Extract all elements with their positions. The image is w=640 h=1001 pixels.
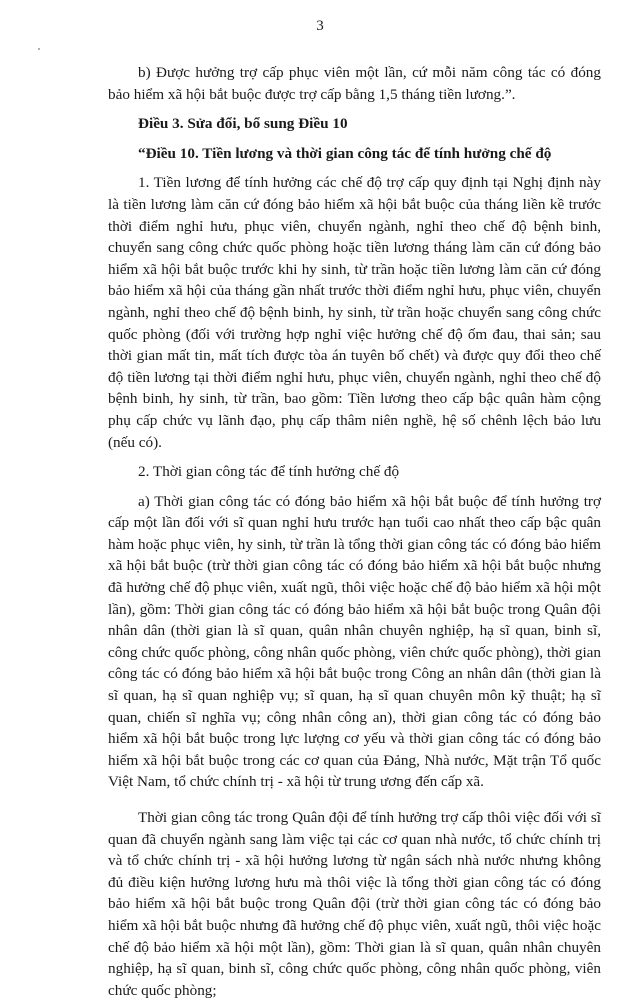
clause-2-heading: 2. Thời gian công tác để tính hưởng chế độ [138, 463, 400, 481]
clause-2a-paragraph: a) Thời gian công tác có đóng bảo hiểm xã hội bắt buộc để tính hưởng trợ cấp một lần đối với sĩ quan nghỉ hưu trước hạn tuổi cao nhất theo cấp bậc quân hàm hoặc phục viên, hy sinh, từ trần là tổng thời gian công tác có đóng bảo hiểm xã hội bắt buộc (trừ thời gian công tác có đóng bảo hiểm xã hội bắt buộc nhưng đã hưởng chế độ phục viên, xuất ngũ, thôi việc hoặc chế độ bảo hiểm xã hội một lần), gồm: Thời gian công tác có đóng bảo hiểm xã hội bắt buộc trong Quân đội nhân dân (thời gian là sĩ quan, quân nhân chuyên nghiệp, hạ sĩ quan, binh sĩ, công chức quốc phòng, công nhân quốc phòng, viên chức quốc phòng), thời gian công tác có đóng bảo hiểm xã hội bắt buộc trong Công an nhân dân (thời gian là sĩ quan, hạ sĩ quan nghiệp vụ; sĩ quan, hạ sĩ quan chuyên môn kỹ thuật; hạ sĩ quan, chiến sĩ nghĩa vụ; công nhân công an), thời gian công tác có đóng bảo hiểm xã hội bắt buộc trong lực lượng cơ yếu và thời gian công tác có đóng bảo hiểm xã hội bắt buộc trong các cơ quan của Đảng, Nhà nước, Mặt trận Tổ quốc Việt Nam, tổ chức chính trị - xã hội từ trung ương đến cấp xã. [108, 492, 601, 791]
page-number: 3 [316, 18, 324, 34]
scan-speck [38, 48, 40, 50]
paragraph-point-b: b) Được hưởng trợ cấp phục viên một lần, cứ mỗi năm công tác có đóng bảo hiểm xã hội bắt buộc được trợ cấp bằng 1,5 tháng tiền lương.”. [108, 64, 601, 103]
clause-1-paragraph: 1. Tiền lương để tính hưởng các chế độ trợ cấp quy định tại Nghị định này là tiền lương làm căn cứ đóng bảo hiểm xã hội bắt buộc của tháng liền kề trước thời điểm nghỉ hưu, phục viên, chuyển ngành, nghỉ theo chế độ bệnh binh, chuyển sang công chức quốc phòng hoặc tiền lương tháng làm căn cứ đóng bảo hiểm xã hội bắt buộc trước khi hy sinh, từ trần hoặc tiền lương làm căn cứ đóng bảo hiểm xã hội của tháng gần nhất trước thời điểm nghỉ hưu, phục viên, chuyển ngành, nghỉ theo chế độ bệnh binh, hy sinh, từ trần hoặc chuyển sang công chức quốc phòng (đối với trường hợp nghỉ việc hưởng chế độ ốm đau, thai sản; sau thời gian mất tin, mất tích được tòa án tuyên bố chết) và được quy đổi theo chế độ tiền lương tại thời điểm nghỉ hưu, phục viên, chuyển ngành, nghỉ theo chế độ bệnh binh, hy sinh, từ trần, bao gồm: Tiền lương theo cấp bậc quân hàm cộng phụ cấp chức vụ lãnh đạo, phụ cấp thâm niên nghề, hệ số chênh lệch bảo lưu (nếu có). [108, 174, 601, 451]
article-heading: Điều 3. Sửa đổi, bổ sung Điều 10 [138, 115, 348, 133]
document-body [108, 62, 601, 1001]
military-service-paragraph: Thời gian công tác trong Quân đội để tính hưởng trợ cấp thôi việc đối với sĩ quan đã chuyển ngành sang làm việc tại các cơ quan nhà nước, tổ chức chính trị và tổ chức chính trị - xã hội hưởng lương từ ngân sách nhà nước nhưng không đủ điều kiện hưởng lương hưu mà thôi việc là tổng thời gian công tác có đóng bảo hiểm xã hội bắt buộc trong Quân đội (trừ thời gian công tác có đóng bảo hiểm xã hội bắt buộc nhưng đã hưởng chế độ phục viên, xuất ngũ, thôi việc hoặc chế độ bảo hiểm xã hội một lần), gồm: Thời gian là sĩ quan, quân nhân chuyên nghiệp, hạ sĩ quan, binh sĩ, công chức quốc phòng, công nhân quốc phòng, viên chức quốc phòng; [108, 809, 601, 999]
article-10-heading: “Điều 10. Tiền lương và thời gian công tác để tính hưởng chế độ [138, 144, 552, 162]
